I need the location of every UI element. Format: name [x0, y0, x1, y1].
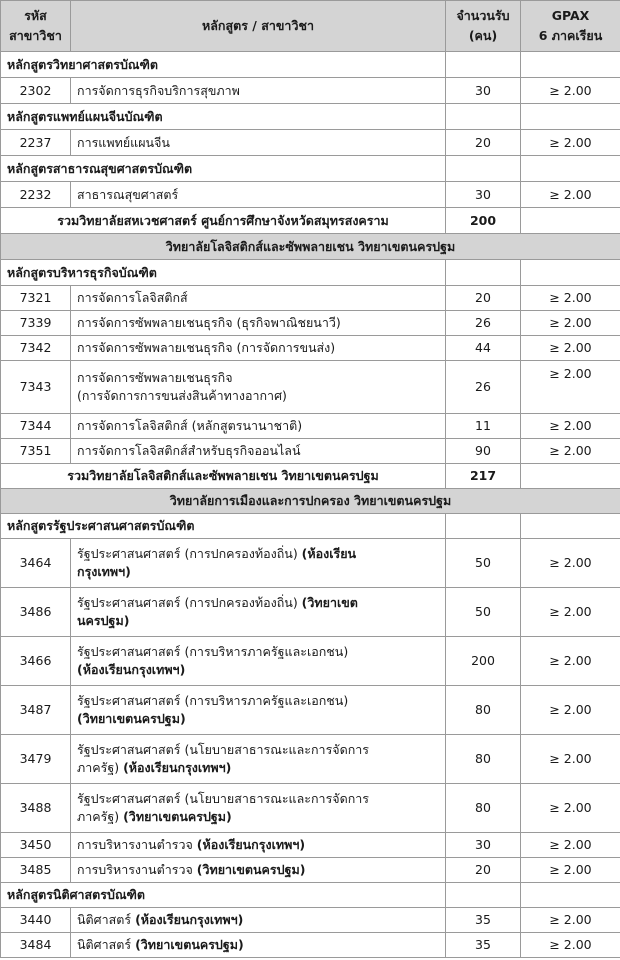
- table-row: [1, 439, 620, 464]
- major-code: 3440: [1, 908, 71, 933]
- seats-value: 200: [446, 637, 521, 686]
- total-row: [1, 464, 620, 489]
- gpax-value: ≥ 2.00: [521, 130, 620, 156]
- program-group-title: หลักสูตรแพทย์แผนจีนบัณฑิต: [1, 104, 446, 130]
- gpax-value: ≥ 2.00: [521, 311, 620, 336]
- major-code: 3486: [1, 588, 71, 637]
- major-code: 2237: [1, 130, 71, 156]
- table-header-row: [1, 1, 620, 52]
- table-row: [1, 414, 620, 439]
- gpax-value: ≥ 2.00: [521, 439, 620, 464]
- major-name: รัฐประศาสนศาสตร์ (การปกครองท้องถิ่น) (วิทยาเขต นครปฐม): [71, 588, 446, 637]
- major-code: 7321: [1, 286, 71, 311]
- header-seats: จำนวนรับ (คน): [446, 1, 521, 52]
- major-name: นิติศาสตร์ (ห้องเรียนกรุงเทพฯ): [71, 908, 446, 933]
- gpax-value: ≥ 2.00: [521, 78, 620, 104]
- faculty-title: วิทยาลัยโลจิสติกส์และซัพพลายเชน วิทยาเขตนครปฐม: [1, 234, 620, 260]
- total-value: 217: [446, 464, 521, 489]
- gpax-value: ≥ 2.00: [521, 182, 620, 208]
- gpax-value: ≥ 2.00: [521, 414, 620, 439]
- gpax-value: ≥ 2.00: [521, 833, 620, 858]
- header-gpax: GPAX 6 ภาคเรียน: [521, 1, 620, 52]
- seats-value: 35: [446, 908, 521, 933]
- major-code: 7344: [1, 414, 71, 439]
- table-row: [1, 130, 620, 156]
- major-code: 3485: [1, 858, 71, 883]
- seats-value: 30: [446, 833, 521, 858]
- table-row: [1, 933, 620, 958]
- total-value: 200: [446, 208, 521, 234]
- seats-value: 90: [446, 439, 521, 464]
- header-program: หลักสูตร / สาขาวิชา: [71, 1, 446, 52]
- table-row: [1, 311, 620, 336]
- gpax-value: ≥ 2.00: [521, 539, 620, 588]
- total-label: รวมวิทยาลัยสหเวชศาสตร์ ศูนย์การศึกษาจังหวัดสมุทรสงคราม: [1, 208, 446, 234]
- major-code: 3487: [1, 686, 71, 735]
- major-name: การจัดการโลจิสติกส์สำหรับธุรกิจออนไลน์: [71, 439, 446, 464]
- program-group-title: หลักสูตรวิทยาศาสตรบัณฑิต: [1, 52, 446, 78]
- header-code: รหัส สาขาวิชา: [1, 1, 71, 52]
- major-code: 3450: [1, 833, 71, 858]
- major-name: การจัดการซัพพลายเชนธุรกิจ (การจัดการขนส่ง): [71, 336, 446, 361]
- program-group-title: หลักสูตรบริหารธุรกิจบัณฑิต: [1, 260, 446, 286]
- major-code: 7343: [1, 361, 71, 414]
- table-row: [1, 784, 620, 833]
- major-code: 3488: [1, 784, 71, 833]
- major-code: 2232: [1, 182, 71, 208]
- gpax-value: ≥ 2.00: [521, 588, 620, 637]
- gpax-value: ≥ 2.00: [521, 686, 620, 735]
- program-group-title: หลักสูตรนิติศาสตรบัณฑิต: [1, 883, 446, 908]
- seats-value: 35: [446, 933, 521, 958]
- seats-value: 26: [446, 311, 521, 336]
- seats-value: 30: [446, 182, 521, 208]
- faculty-title: วิทยาลัยการเมืองและการปกครอง วิทยาเขตนครปฐม: [1, 489, 620, 514]
- program-group-title: หลักสูตรสาธารณสุขศาสตรบัณฑิต: [1, 156, 446, 182]
- major-name: สาธารณสุขศาสตร์: [71, 182, 446, 208]
- faculty-row: [1, 234, 620, 260]
- seats-value: 20: [446, 130, 521, 156]
- major-code: 3479: [1, 735, 71, 784]
- table-row: [1, 78, 620, 104]
- table-row: [1, 908, 620, 933]
- table-row: [1, 361, 620, 414]
- major-code: 7351: [1, 439, 71, 464]
- table-row: [1, 182, 620, 208]
- major-code: 3484: [1, 933, 71, 958]
- program-group-row: [1, 260, 620, 286]
- seats-value: 80: [446, 686, 521, 735]
- program-group-row: [1, 883, 620, 908]
- major-code: 7342: [1, 336, 71, 361]
- major-name: การบริหารงานตำรวจ (วิทยาเขตนครปฐม): [71, 858, 446, 883]
- major-code: 7339: [1, 311, 71, 336]
- faculty-row: [1, 489, 620, 514]
- program-group-row: [1, 156, 620, 182]
- major-code: 3466: [1, 637, 71, 686]
- table-row: [1, 735, 620, 784]
- gpax-value: ≥ 2.00: [521, 784, 620, 833]
- gpax-value: ≥ 2.00: [521, 336, 620, 361]
- table-row: [1, 539, 620, 588]
- program-group-title: หลักสูตรรัฐประศาสนศาสตรบัณฑิต: [1, 514, 446, 539]
- table-row: [1, 858, 620, 883]
- table-row: [1, 833, 620, 858]
- table-row: [1, 686, 620, 735]
- seats-value: 80: [446, 735, 521, 784]
- seats-value: 30: [446, 78, 521, 104]
- total-row: [1, 208, 620, 234]
- major-name: รัฐประศาสนศาสตร์ (นโยบายสาธารณะและการจัดการ ภาครัฐ) (วิทยาเขตนครปฐม): [71, 784, 446, 833]
- gpax-value: ≥ 2.00: [521, 858, 620, 883]
- major-name: รัฐประศาสนศาสตร์ (การบริหารภาครัฐและเอกชน) (ห้องเรียนกรุงเทพฯ): [71, 637, 446, 686]
- seats-value: 26: [446, 361, 521, 414]
- major-code: 3464: [1, 539, 71, 588]
- major-name: รัฐประศาสนศาสตร์ (นโยบายสาธารณะและการจัดการ ภาครัฐ) (ห้องเรียนกรุงเทพฯ): [71, 735, 446, 784]
- seats-value: 50: [446, 539, 521, 588]
- seats-value: 11: [446, 414, 521, 439]
- program-group-row: [1, 52, 620, 78]
- seats-value: 20: [446, 286, 521, 311]
- major-name: รัฐประศาสนศาสตร์ (การบริหารภาครัฐและเอกชน) (วิทยาเขตนครปฐม): [71, 686, 446, 735]
- major-name: การจัดการโลจิสติกส์: [71, 286, 446, 311]
- seats-value: 20: [446, 858, 521, 883]
- table-row: [1, 336, 620, 361]
- program-group-row: [1, 104, 620, 130]
- gpax-value: ≥ 2.00: [521, 637, 620, 686]
- major-name: การจัดการซัพพลายเชนธุรกิจ (ธุรกิจพาณิชยนาวี): [71, 311, 446, 336]
- major-name: รัฐประศาสนศาสตร์ (การปกครองท้องถิ่น) (ห้องเรียน กรุงเทพฯ): [71, 539, 446, 588]
- total-label: รวมวิทยาลัยโลจิสติกส์และซัพพลายเชน วิทยาเขตนครปฐม: [1, 464, 446, 489]
- major-name: นิติศาสตร์ (วิทยาเขตนครปฐม): [71, 933, 446, 958]
- major-name: การแพทย์แผนจีน: [71, 130, 446, 156]
- major-name: การจัดการธุรกิจบริการสุขภาพ: [71, 78, 446, 104]
- seats-value: 80: [446, 784, 521, 833]
- gpax-value: ≥ 2.00: [521, 361, 620, 414]
- major-code: 2302: [1, 78, 71, 104]
- major-name: การจัดการโลจิสติกส์ (หลักสูตรนานาชาติ): [71, 414, 446, 439]
- table-row: [1, 286, 620, 311]
- seats-value: 44: [446, 336, 521, 361]
- gpax-value: ≥ 2.00: [521, 735, 620, 784]
- seats-value: 50: [446, 588, 521, 637]
- major-name: การจัดการซัพพลายเชนธุรกิจ (การจัดการการขนส่งสินค้าทางอากาศ): [71, 361, 446, 414]
- major-name: การบริหารงานตำรวจ (ห้องเรียนกรุงเทพฯ): [71, 833, 446, 858]
- table-row: [1, 637, 620, 686]
- gpax-value: ≥ 2.00: [521, 908, 620, 933]
- gpax-value: ≥ 2.00: [521, 286, 620, 311]
- gpax-value: ≥ 2.00: [521, 933, 620, 958]
- table-row: [1, 588, 620, 637]
- program-group-row: [1, 514, 620, 539]
